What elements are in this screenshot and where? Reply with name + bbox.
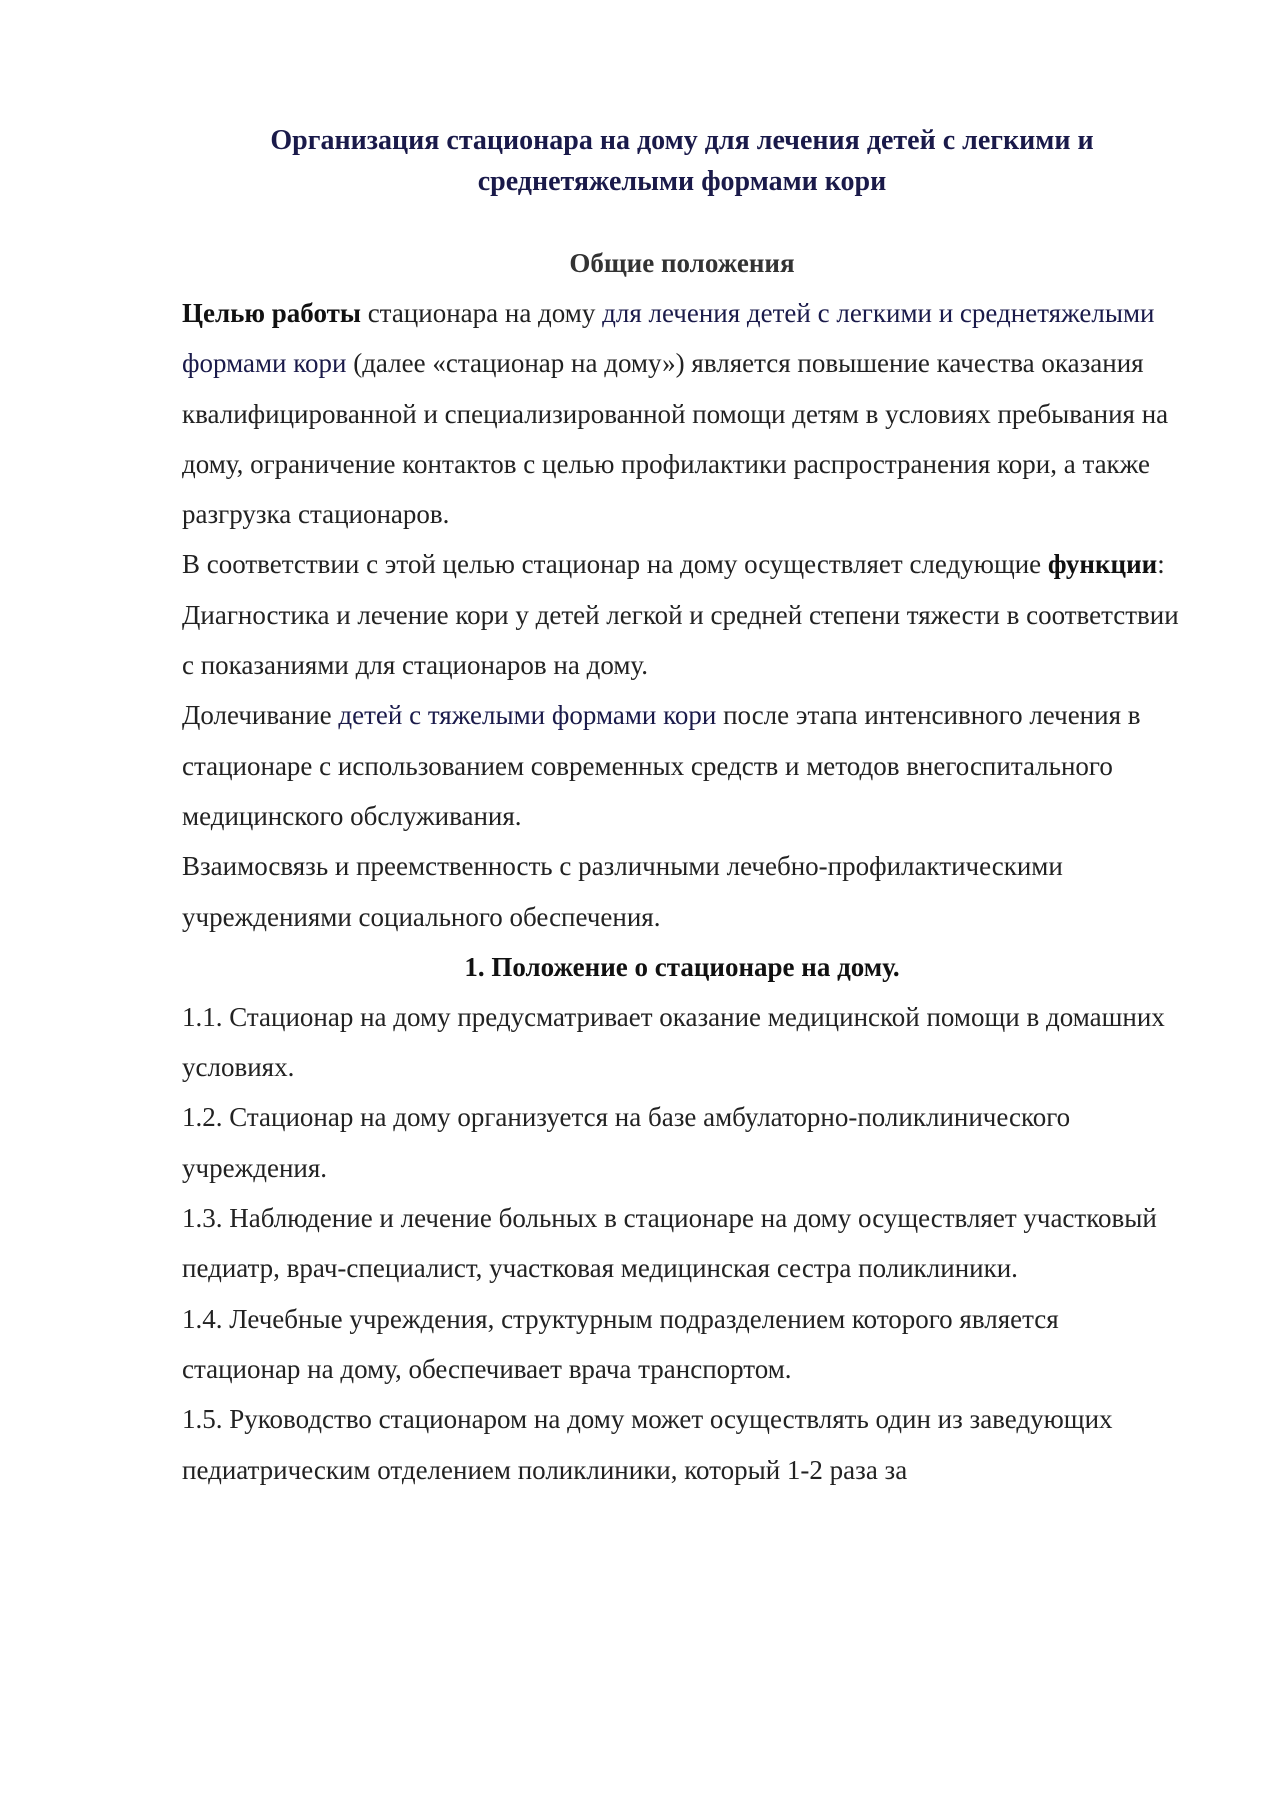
functions-colon: : [1157, 549, 1165, 580]
general-provisions-heading: Общие положения [569, 248, 795, 278]
item-1-1: 1.1. Стационар на дому предусматривает оказание медицинской помощи в домашних условиях. [182, 1001, 1165, 1083]
purpose-text-2: (далее «стационар на дому») является повышение качества оказания квалифицированной и специализированной помощи детям в условиях пребывания на дому, ограничение контактов с целью профилактики распространения кори, а также разгрузка стационаров. [182, 348, 1169, 530]
aftercare-text-1: Долечивание [182, 700, 339, 731]
section-1-heading: 1. Положение о стационаре на дому. [464, 951, 900, 982]
document-page [182, 120, 1182, 1495]
title-line-2: среднетяжелыми формами кори [477, 166, 887, 197]
functions-intro-text: В соответствии с этой целью стационар на дому осуществляет следующие [182, 549, 1048, 580]
item-1-5: 1.5. Руководство стационаром на дому может осуществлять один из заведующих педиатрическим отделением поликлиники, который 1-2 раза за [182, 1404, 1113, 1485]
aftercare-text-2: после этапа интенсивного лечения в стационаре с использованием современных средств и методов внегоспитального медицинского обслуживания. [182, 700, 1141, 831]
document-title [182, 120, 1182, 202]
functions-bold: функции [1047, 549, 1158, 580]
function-aftercare [182, 690, 1182, 841]
aftercare-accent: детей с тяжелыми формами кори [338, 700, 717, 731]
title-line-1: Организация стационара на дому для лечения детей с легкими и [270, 125, 1094, 156]
item-1-2: 1.2. Стационар на дому организуется на базе амбулаторно-поликлинического учреждения. [182, 1102, 1071, 1183]
function-diagnostics: Диагностика и лечение кори у детей легкой и средней степени тяжести в соответствии с показаниями для стационаров на дому. [182, 599, 1179, 681]
purpose-bold-start: Целью работы [182, 298, 361, 328]
item-1-3: 1.3. Наблюдение и лечение больных в стационаре на дому осуществляет участковый педиатр, врач-специалист, участковая медицинская сестра поликлиники. [182, 1203, 1157, 1284]
purpose-text-1: стационара на дому [360, 298, 603, 328]
purpose-accent: для лечения детей с легкими и среднетяжелыми формами кори [182, 298, 1155, 379]
function-interaction: Взаимосвязь и преемственность с различными лечебно-профилактическими учреждениями социального обеспечения. [182, 851, 1063, 932]
purpose-paragraph [182, 288, 1182, 539]
functions-intro-paragraph [182, 539, 1182, 589]
item-1-4: 1.4. Лечебные учреждения, структурным подразделением которого является стационар на дому, обеспечивает врача транспортом. [182, 1303, 1059, 1384]
